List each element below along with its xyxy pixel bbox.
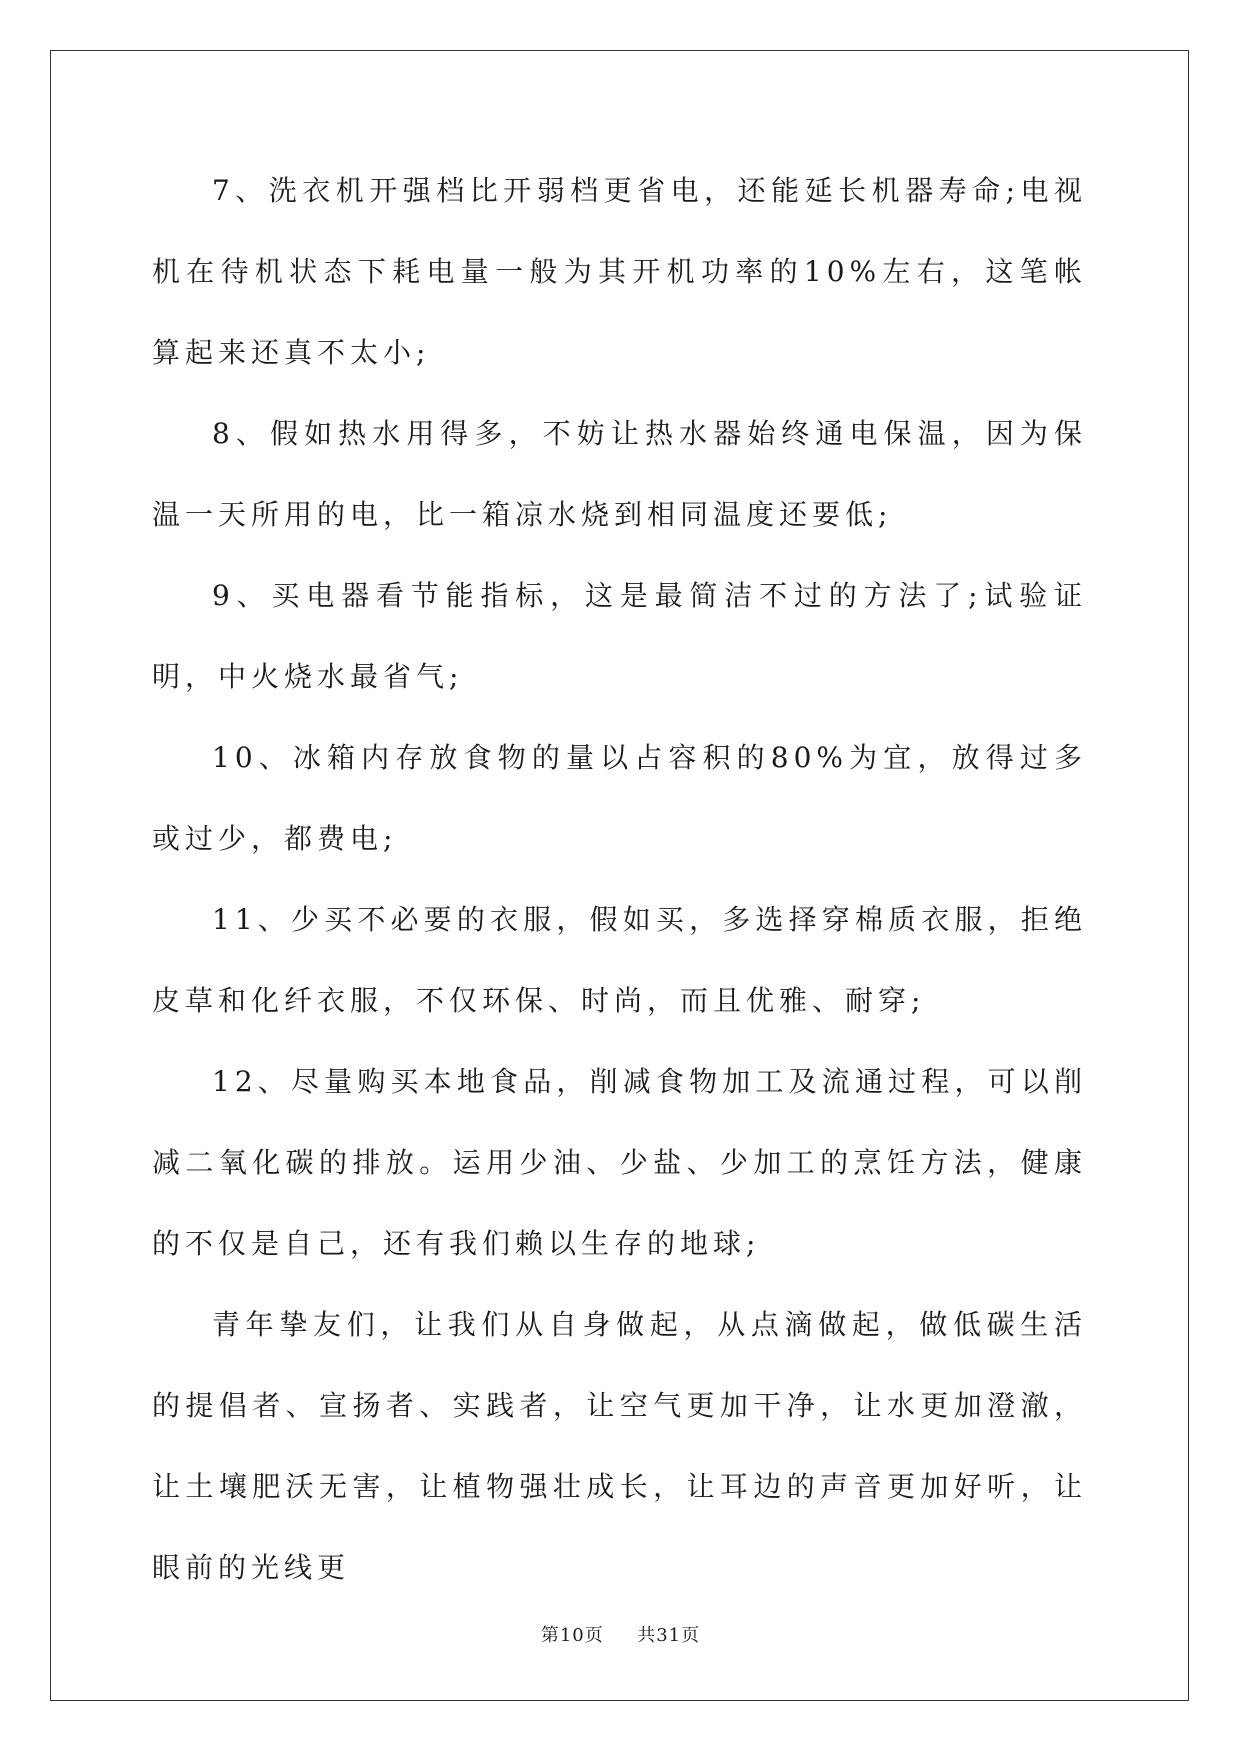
paragraph-closing: 青年挚友们，让我们从自身做起，从点滴做起，做低碳生活的提倡者、宣扬者、实践者，让空气更加干净，让水更加澄澈，让土壤肥沃无害，让植物强壮成长，让耳边的声音更加好听，让眼前的光线更 — [152, 1308, 1087, 1584]
page-footer — [0, 1624, 1241, 1648]
document-body — [152, 150, 1087, 1608]
paragraph-7: 7、洗衣机开强档比开弱档更省电，还能延长机器寿命;电视机在待机状态下耗电量一般为其开机功率的10%左右，这笔帐算起来还真不太小; — [152, 174, 1087, 369]
current-page-label: 第10页 — [540, 1625, 604, 1646]
paragraph-11: 11、少买不必要的衣服，假如买，多选择穿棉质衣服，拒绝皮草和化纤衣服，不仅环保、时尚，而且优雅、耐穿; — [152, 903, 1087, 1017]
paragraph-9: 9、买电器看节能指标，这是最简洁不过的方法了;试验证明，中火烧水最省气; — [152, 579, 1087, 693]
total-pages-label: 共31页 — [637, 1625, 701, 1646]
paragraph-10: 10、冰箱内存放食物的量以占容积的80%为宜，放得过多或过少，都费电; — [152, 741, 1087, 855]
paragraph-8: 8、假如热水用得多，不妨让热水器始终通电保温，因为保温一天所用的电，比一箱凉水烧到相同温度还要低; — [152, 417, 1087, 531]
paragraph-12: 12、尽量购买本地食品，削减食物加工及流通过程，可以削减二氧化碳的排放。运用少油、少盐、少加工的烹饪方法，健康的不仅是自己，还有我们赖以生存的地球; — [152, 1065, 1087, 1260]
